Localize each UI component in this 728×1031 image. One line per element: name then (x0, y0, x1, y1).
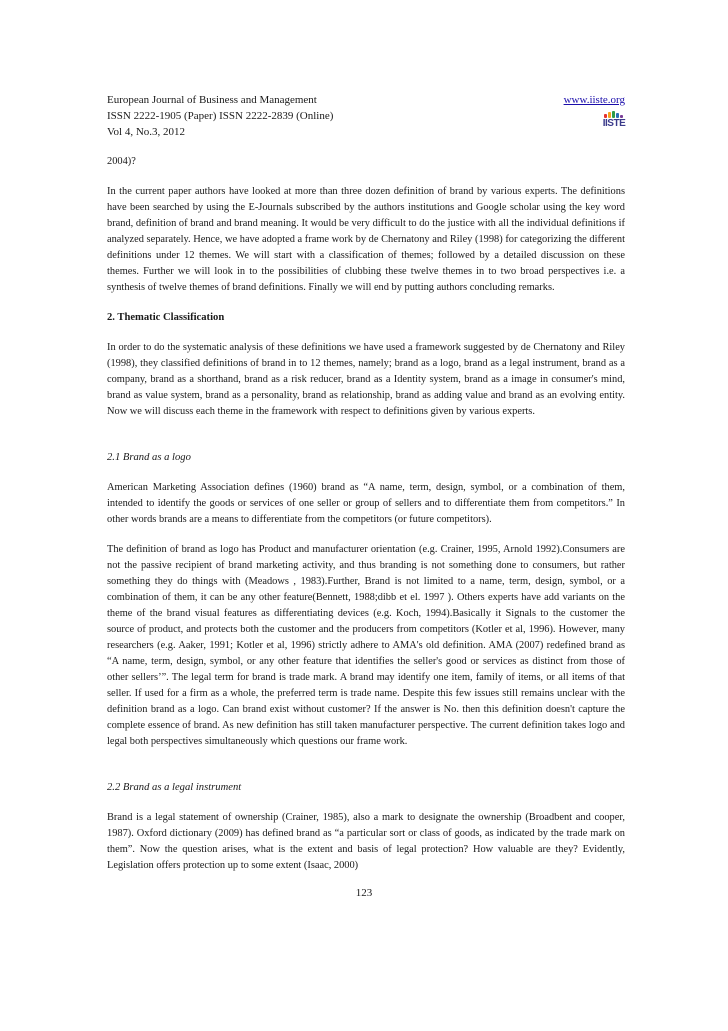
page-number: 123 (355, 887, 373, 899)
logo-text: IISTE (602, 118, 626, 129)
section-heading-thematic-classification: 2. Thematic Classification (107, 312, 225, 323)
iiste-logo (603, 109, 625, 129)
journal-title: European Journal of Business and Management (107, 94, 317, 106)
paragraph-continuation: 2004)? (107, 156, 136, 167)
paragraph-logo-discussion: The definition of brand as logo has Product and manufacturer orientation (e.g. Crainer, 1995, Arnold 1992).Consumers are not the passive recipient of brand marketing activity, and thus branding is not something done to consumers, but rather something they do things with (Meadows , 1983).Further, Brand is not limited to a name, term, design, symbol, or a combination of them, it can be any other feature(Bennett, 1988;dibb et el. 1997 ). Others experts have add variants on the theme of the brand visual features as differentiating devices (e.g. Koch, 1994).Basically it Signals to the customer the source of product, and protects both the customer and the producers from competitors (Kotler et al, 1996). However, many researchers (e.g. Aaker, 1991; Kotler et al, 1996) strictly adhere to AMA's old definition. AMA (2007) redefined brand as “A name, term, design, symbol, or any other feature that identifies the seller's good or services as distinct from those of other sellers’”. The legal term for brand is trade mark. A brand may identify one item, family of items, or all items of that seller. If used for a firm as a whole, the preferred term is trade name. Despite this few issues still remains unclear with the definition brand as a logo. Can brand exist without customer? If the answer is No. then this definition doesn't capture the complete essence of brand. As new definition has still taken manufacturer perspective. The current definition takes logo and legal both perspectives simultaneously which questions our frame work. (107, 544, 625, 747)
logo-bars-icon (604, 111, 624, 118)
paragraph-classification: In order to do the systematic analysis of these definitions we have used a framework suggested by de Chernatony and Riley (1998), they classified definitions of brand in to 12 themes, namely; brand as a logo, brand as a legal instrument, brand as a company, brand as a shorthand, brand as a risk reducer, brand as a Identity system, brand as a image in consumer's mind, brand as value system, brand as a personality, brand as relationship, brand as adding value and brand as an evolving entity. Now we will discuss each theme in the framework with respect to definitions given by various experts. (107, 342, 625, 417)
journal-url-link[interactable]: www.iiste.org (563, 94, 625, 106)
journal-volume: Vol 4, No.3, 2012 (107, 126, 186, 138)
subsection-heading-brand-as-logo: 2.1 Brand as a logo (107, 452, 191, 463)
journal-issn: ISSN 2222-1905 (Paper) ISSN 2222-2839 (Online) (107, 110, 334, 122)
paragraph-introduction: In the current paper authors have looked at more than three dozen definition of brand by various experts. The definitions have been searched by using the E-Journals subscribed by the authors institutions and Google scholar using the key word brand, definition of brand and brand meaning. It would be very difficult to do the justice with all the individual definitions if analyzed separately. Hence, we have adopted a frame work by de Chernatony and Riley (1998) for categorizing the different definitions under 12 themes. We will start with a classification of themes; followed by a detailed discussion on these themes. Further we will look in to the possibilities of clubbing these twelve themes in to two broad perspectives i.e. a synthesis of twelve themes of brand definitions. Finally we will end by putting authors concluding remarks. (107, 186, 625, 293)
paragraph-ama-definition: American Marketing Association defines (1960) brand as “A name, term, design, symbol, or a combination of them, intended to identify the goods or services of one seller or group of sellers and to differentiate them from competitors.” In other words brands are a means to differentiate from the competitors (or future competitors). (107, 482, 625, 525)
paper-page (107, 92, 625, 874)
paragraph-legal-instrument: Brand is a legal statement of ownership (Crainer, 1985), also a mark to designate the ownership (Broadbent and cooper, 1987). Oxford dictionary (2009) has defined brand as “a particular sort or class of goods, as indicated by the trade mark on them”. Now the question arises, what is the extent and basis of legal protection? How valuable are they? Evidently, Legislation offers protection up to some extent (Isaac, 2000) (107, 812, 625, 871)
subsection-heading-legal-instrument: 2.2 Brand as a legal instrument (107, 782, 242, 793)
journal-header (107, 92, 625, 140)
